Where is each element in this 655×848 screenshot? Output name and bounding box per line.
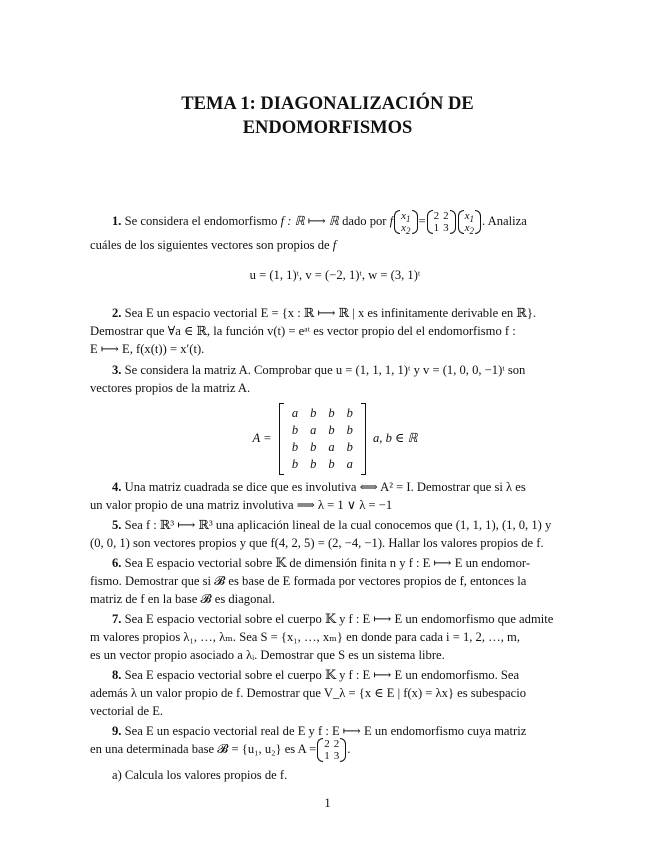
problem-3-line-1: Se considera la matriz A. Comprobar que u = (1, 1, 1, 1)ᵗ y v = (1, 0, 0, −1)ᵗ son <box>124 363 526 377</box>
problem-9-line-2: en una determinada base 𝓑 = {u₁, u₂} es A = 2 2 1 3 . <box>90 738 351 762</box>
problem-5-line-2: (0, 0, 1) son vectores propios y que f(4, 2, 5) = (2, −4, −1). Hallar los valores propios de f. <box>90 536 544 550</box>
problem-8-line-1: Sea E espacio vectorial sobre el cuerpo 𝕂 y f : E ⟼ E un endomorfismo. Sea <box>124 668 520 682</box>
matrix-cell: b <box>291 440 299 454</box>
problem-5-line-1: Sea f : ℝ³ ⟼ ℝ³ una aplicación lineal de la cual conocemos que (1, 1, 1), (1, 0, 1) y <box>124 518 552 532</box>
problem-9-number: 9. <box>112 724 122 738</box>
matrix-cell: b <box>346 406 353 420</box>
problem-1-number: 1. <box>112 213 122 228</box>
problem-6-line-1: Sea E espacio vectorial sobre 𝕂 de dimensión finita n y f : E ⟼ E un endomor- <box>124 556 531 570</box>
problem-3-line-2: vectores propios de la matriz A. <box>90 381 251 395</box>
problem-7-line-1: Sea E espacio vectorial sobre el cuerpo 𝕂 y f : E ⟼ E un endomorfismo que admite <box>124 612 554 626</box>
problem-4-number: 4. <box>112 480 122 494</box>
matrix-condition: a, b ∈ ℝ <box>372 430 418 445</box>
matrix-cell: b <box>346 440 353 454</box>
problem-7 <box>90 610 580 630</box>
problem-1-tail: . Analiza <box>482 213 527 228</box>
problem-3-number: 3. <box>112 363 122 377</box>
problem-4 <box>90 478 580 498</box>
matrix-cell: a <box>328 440 335 454</box>
problem-8-number: 8. <box>112 668 122 682</box>
problem-9-sub-a <box>90 766 580 786</box>
matrix-cell: b <box>291 423 299 437</box>
matrix-cell: b <box>346 423 353 437</box>
problem-7-line-2: m valores propios λ₁, …, λₘ. Sea S = {x₁, …, xₘ} en donde para cada i = 1, 2, …, m, <box>90 630 520 644</box>
problem-8-line-3: vectorial de E. <box>90 704 164 718</box>
problem-4-line-1: Una matriz cuadrada se dice que es involutiva ⟺ A² = I. Demostrar que si λ es <box>124 480 526 494</box>
problem-3 <box>90 361 580 381</box>
problem-2-line-3: E ⟼ E, f(x(t)) = x′(t). <box>90 342 205 356</box>
matrix-cell: b <box>291 457 299 471</box>
problem-1-dado-por: dado por <box>342 213 387 228</box>
matrix-lhs: A = <box>252 430 272 445</box>
matrix-cell: a <box>310 423 317 437</box>
title-line-1: TEMA 1: DIAGONALIZACIÓN DE <box>181 94 474 114</box>
title-line-2: ENDOMORFISMOS <box>242 118 413 138</box>
problem-9-line-2-text: en una determinada base 𝓑 = {u₁, u₂} es A = <box>90 741 317 756</box>
problem-1-line-2: cuáles de los siguientes vectores son propios de f <box>90 238 337 252</box>
matrix-cell: b <box>328 457 335 471</box>
matrix-cell: b <box>310 406 317 420</box>
matrix-cell: b <box>310 440 317 454</box>
problem-3-matrix-block <box>90 403 580 475</box>
problem-1-vectors: u = (1, 1)ᵗ, v = (−2, 1)ᵗ, w = (3, 1)ᵗ <box>249 268 421 282</box>
problem-2-number: 2. <box>112 306 122 320</box>
matrix-cell: b <box>310 457 317 471</box>
problem-7-line-3: es un vector propio asociado a λᵢ. Demostrar que S es un sistema libre. <box>90 648 445 662</box>
problem-9-sub-a-text: a) Calcula los valores propios de f. <box>112 768 288 782</box>
matrix-A <box>279 403 366 475</box>
problem-8-line-2: además λ un valor propio de f. Demostrar que V_λ = {x ∈ E | f(x) = λx} es subespacio <box>90 686 527 700</box>
problem-2 <box>90 304 580 324</box>
problem-1-map: f : ℝ ⟼ ℝ <box>280 213 339 228</box>
matrix-cell: b <box>328 423 335 437</box>
problem-1-line-2-text: cuáles de los siguientes vectores son propios de <box>90 238 330 252</box>
problem-2-line-1: Sea E un espacio vectorial E = {x : ℝ ⟼ ℝ | x es infinitamente derivable en ℝ}. <box>124 306 537 320</box>
matrix-cell: a <box>346 457 353 471</box>
problem-6-line-2: fismo. Demostrar que si 𝓑 es base de E formada por vectores propios de f, entonces la <box>90 574 527 588</box>
problem-1: 1. Se considera el endomorfismo f : ℝ ⟼ ℝ dado por f $x_1$ $x_2$ = 2 2 1 3 $x_1$ $x_2$ . Analiza <box>112 210 527 237</box>
problem-7-number: 7. <box>112 612 122 626</box>
problem-6-line-3: matriz de f en la base 𝓑 es diagonal. <box>90 592 275 606</box>
problem-4-line-2: un valor propio de una matriz involutiva ⟹ λ = 1 ∨ λ = −1 <box>90 498 393 512</box>
problem-9-line-1: Sea E un espacio vectorial real de E y f : E ⟼ E un endomorfismo cuya matriz <box>124 724 527 738</box>
problem-5 <box>90 516 580 536</box>
problem-6 <box>90 554 580 574</box>
problem-6-number: 6. <box>112 556 122 570</box>
problem-1-text: Se considera el endomorfismo <box>124 213 278 228</box>
problem-8 <box>90 666 580 686</box>
matrix-cell: a <box>291 406 299 420</box>
problem-5-number: 5. <box>112 518 122 532</box>
matrix-cell: b <box>328 406 335 420</box>
problem-2-line-2: Demostrar que ∀a ∈ ℝ, la función v(t) = eᵃᵗ es vector propio del el endomorfismo f : <box>90 324 516 338</box>
page-number: 1 <box>324 796 331 810</box>
